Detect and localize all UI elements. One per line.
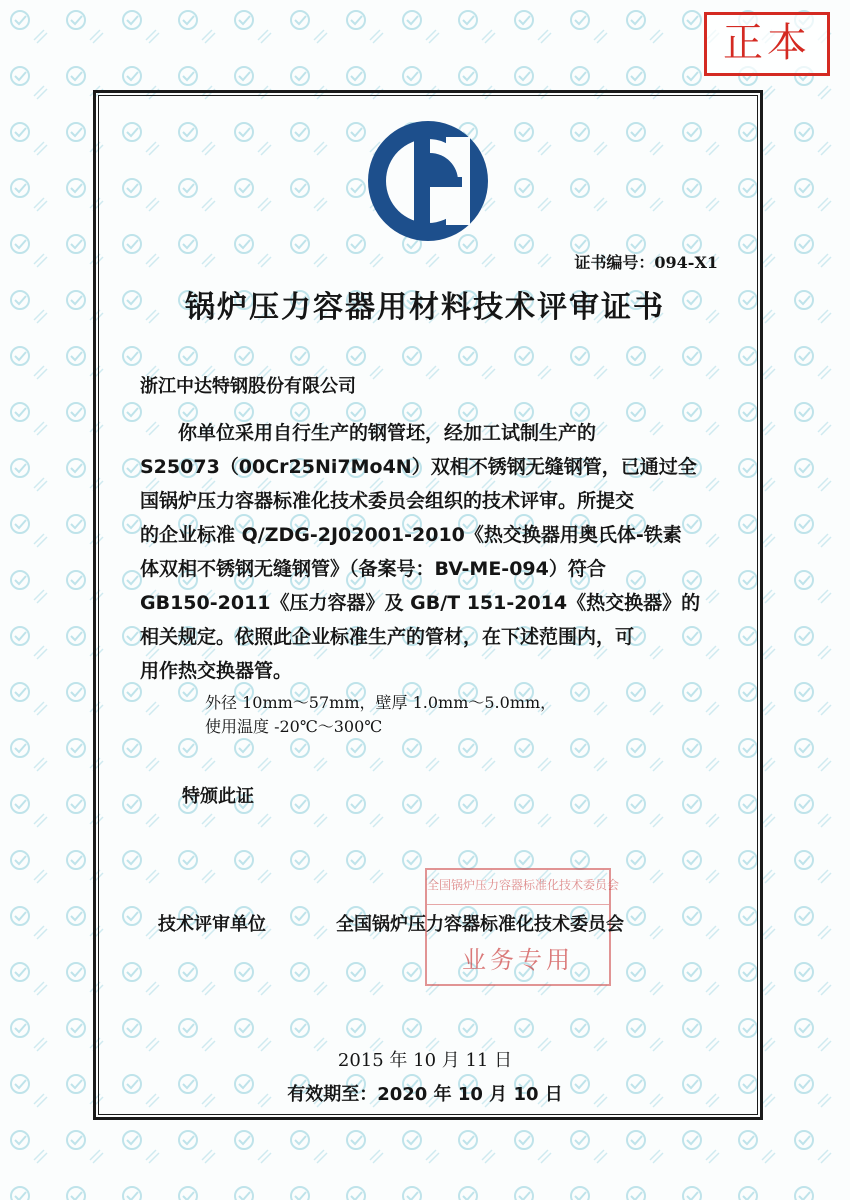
- spec-line: 外径 10mm～57mm，壁厚 1.0mm～5.0mm，: [205, 693, 557, 712]
- csei-logo-icon: [362, 115, 494, 247]
- review-org-name: 全国锅炉压力容器标准化技术委员会: [336, 914, 624, 935]
- body-line: 用作热交换器管。: [140, 660, 293, 682]
- body-line: 的企业标准 Q/ZDG-2J02001-2010《热交换器用奥氏体-铁素: [140, 524, 682, 546]
- body-line: 相关规定。依照此企业标准生产的管材，在下述范围内，可: [140, 626, 635, 648]
- issue-date: 2015 年 10 月 11 日: [337, 1050, 513, 1071]
- seal-text: 业务专用: [462, 946, 574, 974]
- review-org-label: 技术评审单位: [158, 914, 266, 935]
- body-line: 你单位采用自行生产的钢管坯，经加工试制生产的: [140, 422, 597, 444]
- body-line: 国锅炉压力容器标准化技术委员会组织的技术评审。所提交: [140, 490, 635, 512]
- seal-divider: [427, 904, 609, 905]
- validity-date: 有效期至：2020 年 10 月 10 日: [287, 1084, 563, 1105]
- company-name: 浙江中达特钢股份有限公司: [140, 376, 356, 397]
- body-line: 体双相不锈钢无缝钢管》（备案号：BV-ME-094）符合: [140, 558, 606, 580]
- body-line: S25073（00Cr25Ni7Mo4N）双相不锈钢无缝钢管，已通过全: [140, 456, 697, 478]
- body-line: GB150-2011《压力容器》及 GB/T 151-2014《热交换器》的: [140, 592, 701, 614]
- special-note: 特颁此证: [182, 786, 254, 807]
- certificate-number: 证书编号：094-X1: [574, 253, 718, 272]
- seal-org-text: 全国锅炉压力容器标准化技术委员会: [427, 878, 620, 892]
- spec-line: 使用温度 -20℃～300℃: [205, 717, 383, 736]
- certificate-title: 锅炉压力容器用材料技术评审证书: [185, 290, 665, 325]
- original-copy-stamp: 正本: [704, 12, 830, 76]
